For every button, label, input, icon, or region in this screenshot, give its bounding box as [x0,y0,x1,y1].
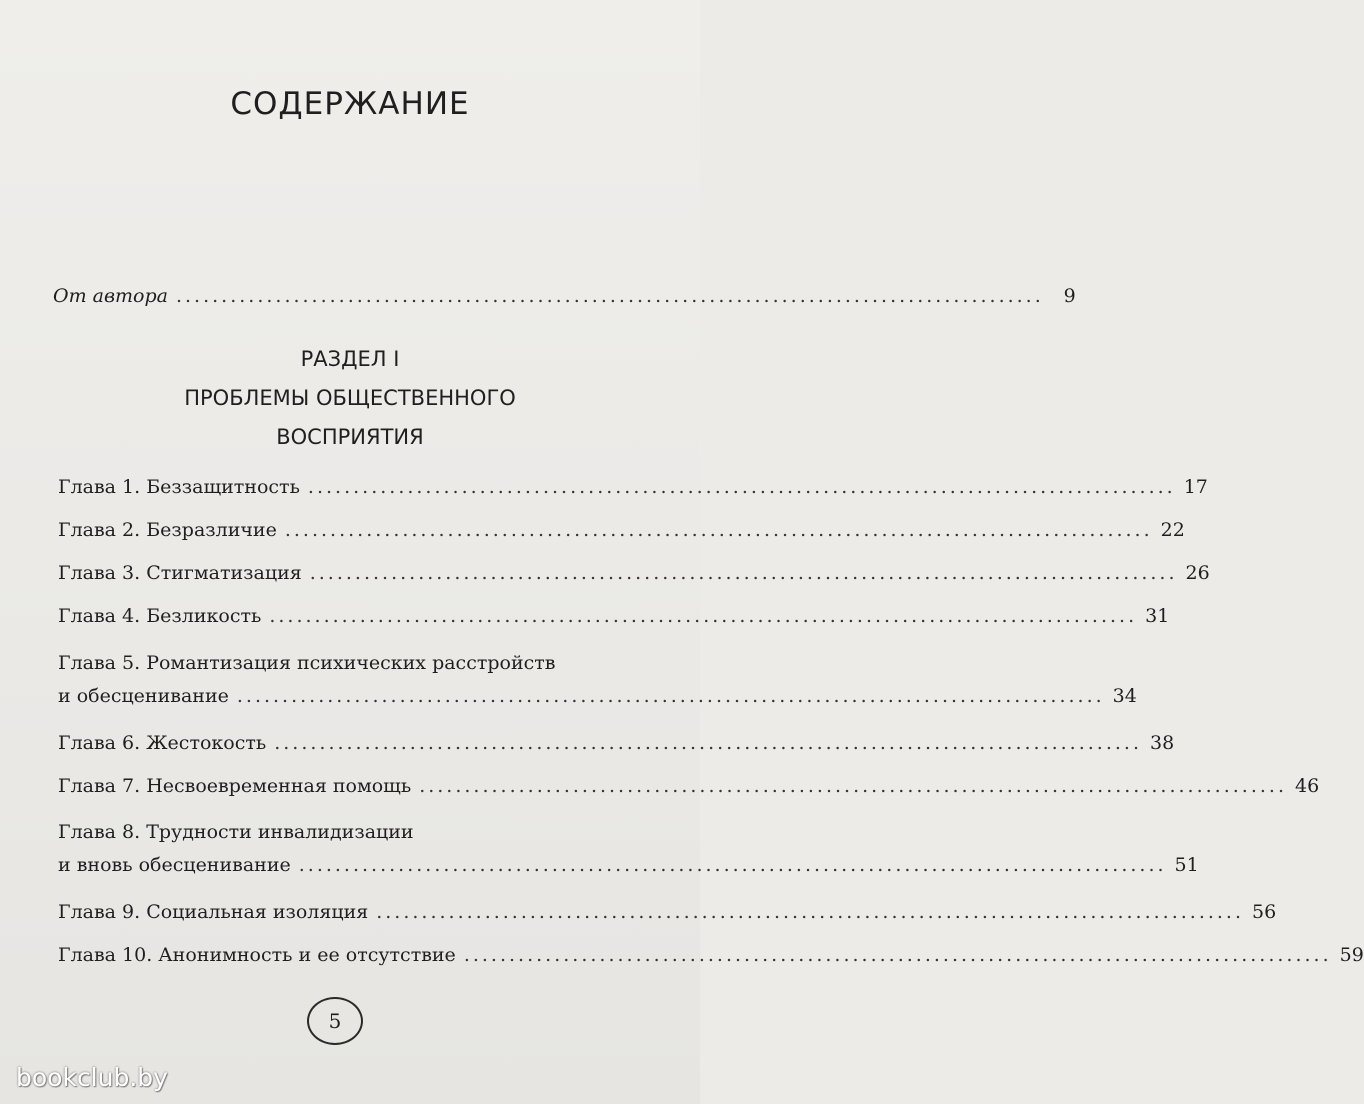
toc-entry-page: 34 [1112,685,1137,707]
section-title-line2: ВОСПРИЯТИЯ [276,425,424,449]
toc-entry [58,774,1320,798]
toc-entry-page: 46 [1294,775,1320,797]
section-title-line1: ПРОБЛЕМЫ ОБЩЕСТВЕННОГО [184,386,516,410]
toc-entry-preface [53,284,1076,308]
toc-entry [58,561,1210,585]
toc-entry-page: 22 [1160,519,1185,541]
toc-entry-label: Глава 10. Анонимность и ее отсутствие [58,944,456,966]
dot-leader: ................................................................................................ [309,562,1178,584]
toc-entry-page: 56 [1252,901,1277,923]
toc-entry [58,518,1185,542]
toc-entry [58,731,1175,755]
dot-leader: ................................................................................................ [419,775,1287,797]
toc-entry-label: Глава 6. Жестокость [58,732,267,754]
toc-entry [58,943,1364,967]
dot-leader: ................................................................................................ [274,732,1142,754]
toc-entry-page: 59 [1339,944,1364,966]
page-number-badge [307,997,363,1045]
dot-leader: ................................................................................................ [284,519,1153,541]
dot-leader: ................................................................................................ [175,285,1044,307]
toc-entry [58,900,1277,924]
dot-leader: ................................................................................................ [269,605,1138,627]
section-number: РАЗДЕЛ I [300,347,400,371]
toc-entry-label-line1: Глава 8. Трудности инвалидизации [58,821,414,843]
toc-entry-label: и обесценивание [58,685,229,707]
toc-entry-label: и вновь обесценивание [58,854,291,876]
watermark: bookclub.by [16,1063,168,1092]
toc-entry-page: 51 [1174,854,1199,876]
dot-leader: ................................................................................................ [307,476,1176,498]
dot-leader: ................................................................................................ [376,901,1245,923]
dot-leader: ................................................................................................ [236,685,1105,707]
dot-leader: ................................................................................................ [463,944,1332,966]
toc-entry-page: 31 [1145,605,1170,627]
toc-entry-label: Глава 9. Социальная изоляция [58,901,369,923]
toc-entry [58,604,1170,628]
toc-entry [58,684,1137,708]
toc-entry-label: Глава 1. Беззащитность [58,476,300,498]
dot-leader: ................................................................................................ [298,854,1167,876]
toc-entry-label: Глава 3. Стигматизация [58,562,302,584]
toc-entry [58,475,1208,499]
page-number: 5 [328,1009,342,1033]
toc-entry-label-line1: Глава 5. Романтизация психических расстройств [58,652,556,674]
toc-entry-label: От автора [53,285,168,307]
page-title: СОДЕРЖАНИЕ [230,86,470,122]
toc-entry-page: 26 [1185,562,1210,584]
toc-entry-label: Глава 4. Безликость [58,605,262,627]
toc-entry [58,853,1199,877]
toc-entry-page: 9 [1063,285,1076,307]
toc-entry-page: 38 [1150,732,1175,754]
toc-entry-label: Глава 2. Безразличие [58,519,277,541]
toc-entry-label: Глава 7. Несвоевременная помощь [58,775,412,797]
toc-entry-page: 17 [1183,476,1208,498]
